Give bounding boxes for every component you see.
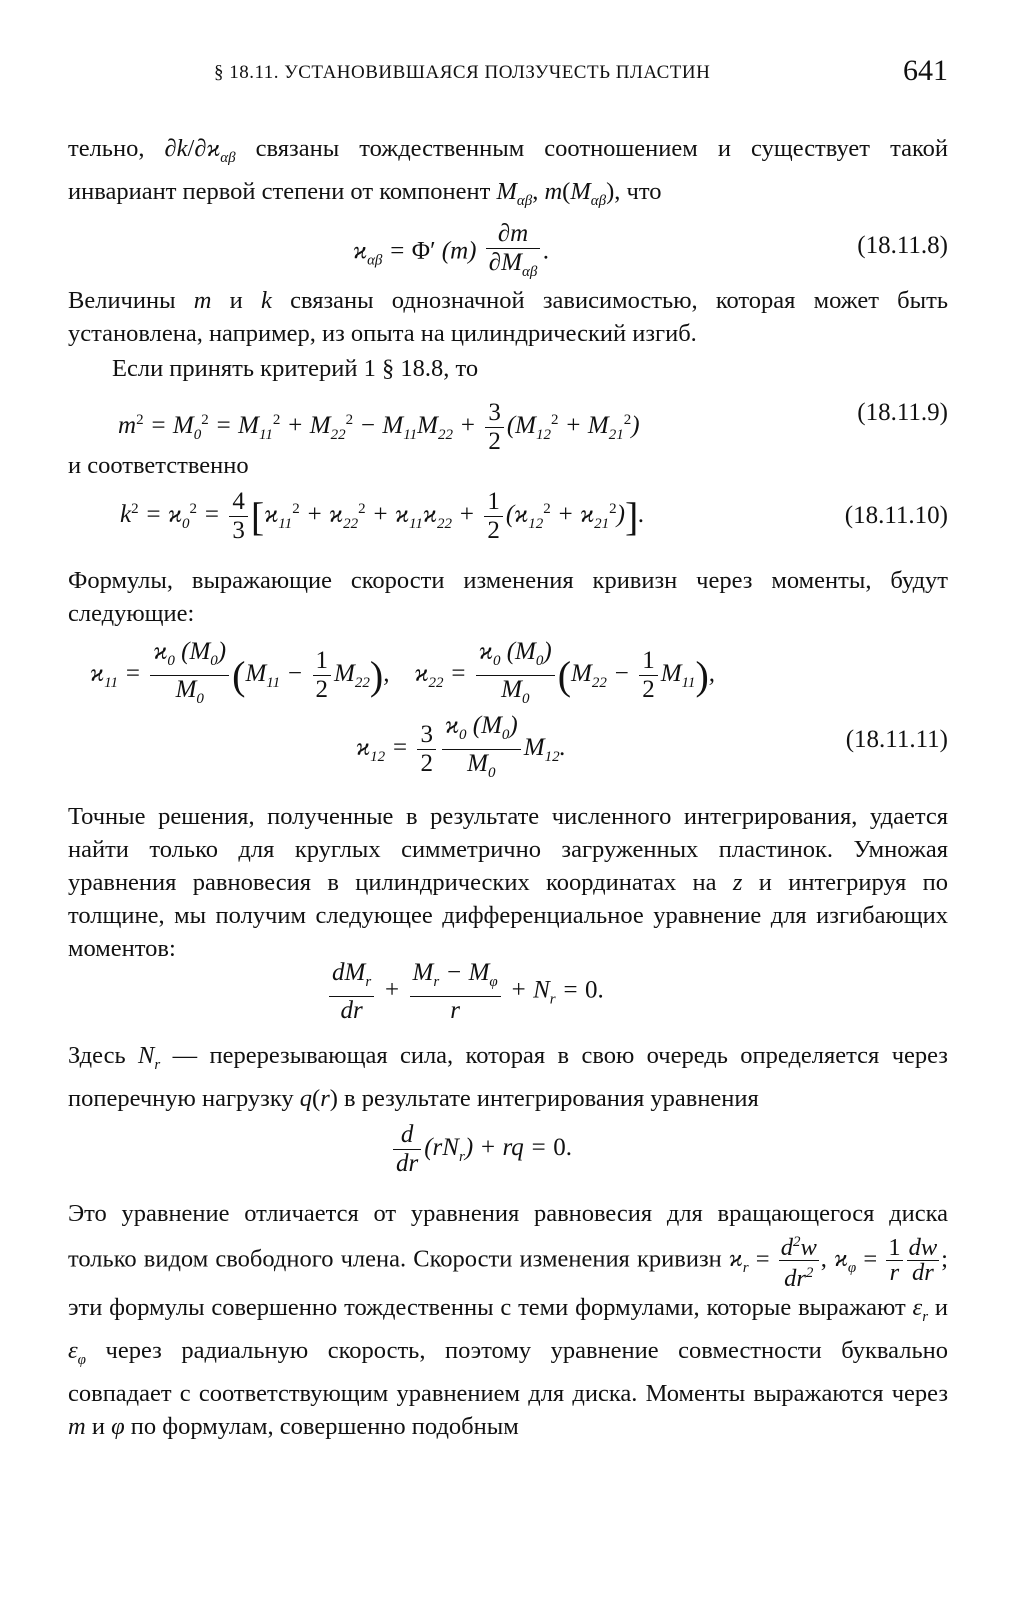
equation-18-11-11a: $ϰ_{11}$ = $\frac{ϰ_0 (M_0)}{M_0}$ ($M_{11}$ − $\frac{1}{2}$ $M_{22}$), $ϰ_{22}$ = $\frac{ϰ_0 (M_0)}{M_0}$ ($M_{22}$ − $\frac{1}{2}$ $M_{11}$), (90, 637, 716, 707)
equation-shear: $\frac{d}{dr}$ $(rN_r)$ + rq = 0. (68, 1115, 948, 1185)
paragraph-7: Здесь $N_r$ — перерезывающая сила, которая в свою очередь определяется через поперечную нагрузку q(r) в результате интегрирования уравнения (68, 1041, 948, 1112)
paragraph-2: Величины m и k связаны однозначной зависимостью, которая может быть установлена, например, из опыта на цилиндрический изгиб. (68, 286, 948, 347)
page-number: 641 (903, 54, 948, 87)
paragraph-5: Формулы, выражающие скорости изменения кривизн через моменты, будут следующие: (68, 566, 948, 627)
paragraph-8: Это уравнение отличается от уравнения равновесия для вращающегося диска только видом свободного члена. Скорости изменения кривизн $ϰ_r$ = $\frac{d^2w}{dr^2}$ , $ϰ_\varphi$ = $\frac{1}{r}$ $\frac{dw}{dr}$ ; эти формулы совершенно тождественны с теми формулами, которые выражают $\varepsilon_r$ и $\varepsilon_\varphi$ через радиальную скорость, поэтому уравнение совместности буквально совпадает с соответствующим уравнением для диска. Моменты выражаются через m и φ по формулам, совершенно подобным (68, 1199, 948, 1440)
page-header (68, 52, 948, 102)
paragraph-6: Точные решения, полученные в результате численного интегрирования, удается найти только для круглых симметрично загруженных пластинок. Умножая уравнения равновесия в цилиндрических координатах на z и интегрируя по толщине, мы получим следующее дифференциальное уравнение для изгибающих моментов: (68, 802, 948, 962)
equation-number: (18.11.9) (857, 398, 948, 426)
equation-18-11-9: $m^2 = M_0^2 = M_{11}^2 + M_{22}^2 - M_{11}M_{22}$ + $\frac{3}{2}$ $(M_{12}^2 + M_{21}^2)$ (18.11.9) (118, 398, 948, 455)
equation-number: (18.11.8) (857, 231, 948, 259)
page (68, 52, 948, 1443)
running-title: § 18.11. УСТАНОВИВШАЯСЯ ПОЛЗУЧЕСТЬ ПЛАСТИН (214, 62, 711, 83)
equation-18-11-8: $ϰ_{\alpha\beta} = \Phi'$ (m) $\frac{\partial m}{\partial M_{\alpha\beta}}$ . (18.11.8) (353, 219, 948, 280)
paragraph-3: Если принять критерий 1 § 18.8, то (112, 354, 479, 382)
equation-18-11-10: $k^2 = ϰ_0^2$ = $\frac{4}{3}$ [$ϰ_{11}^2 + ϰ_{22}^2 + ϰ_{11}ϰ_{22}$ + $\frac{1}{2}$ $(ϰ_{12}^2 + ϰ_{21}^2)$]. (18.11.10) (120, 487, 948, 544)
equation-18-11-11b: $ϰ_{12}$ = $\frac{3}{2}$ $\frac{ϰ_0 (M_0)}{M_0}$ $M_{12}$. (18.11.11) (356, 711, 948, 781)
paragraph-1: тельно, $\partial k/\partial ϰ_{\alpha\beta}$ связаны тождественным соотношением и существует такой инвариант первой степени от компонент $M_{\alpha\beta}$, $m(M_{\alpha\beta})$, что (68, 135, 948, 209)
equation-number: (18.11.11) (845, 725, 948, 753)
equation-moments: $\frac{dM_r}{dr}$ + $\frac{M_r - M_\varphi}{r}$ + $N_r = 0$. (68, 959, 948, 1025)
paragraph-4: и соответственно (68, 451, 249, 479)
equation-number: (18.11.10) (844, 501, 948, 529)
